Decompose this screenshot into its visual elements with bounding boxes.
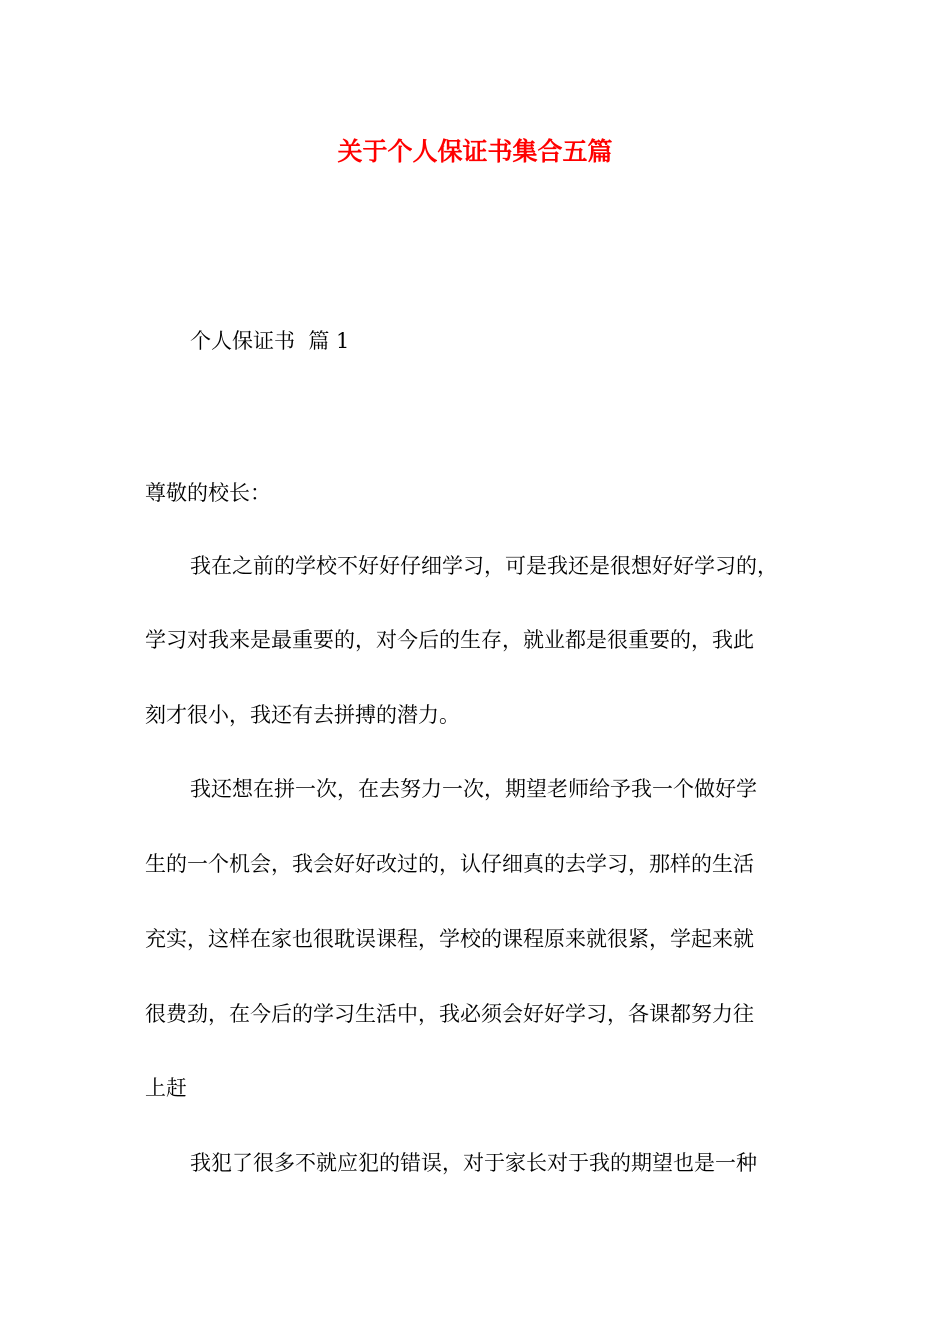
body-line: 我犯了很多不就应犯的错误，对于家长对于我的期望也是一种: [190, 1151, 757, 1175]
document-title: 关于个人保证书集合五篇: [337, 137, 613, 166]
salutation-line: 尊敬的校长：: [145, 481, 271, 505]
body-line: 学习对我来是最重要的，对今后的生存，就业都是很重要的，我此: [145, 628, 754, 652]
body-line: 上赶: [145, 1076, 187, 1100]
body-line: 刻才很小，我还有去拼搏的潜力。: [145, 703, 460, 727]
body-line: 我还想在拼一次，在去努力一次，期望老师给予我一个做好学: [190, 777, 757, 801]
body-line: 很费劲，在今后的学习生活中，我必须会好好学习，各课都努力往: [145, 1002, 754, 1026]
body-line: 我在之前的学校不好好仔细学习，可是我还是很想好好学习的，: [190, 554, 778, 578]
section-heading: 个人保证书 篇 1: [190, 329, 350, 353]
body-line: 生的一个机会，我会好好改过的，认仔细真的去学习，那样的生活: [145, 852, 754, 876]
body-line: 充实，这样在家也很耽误课程，学校的课程原来就很紧，学起来就: [145, 927, 754, 951]
